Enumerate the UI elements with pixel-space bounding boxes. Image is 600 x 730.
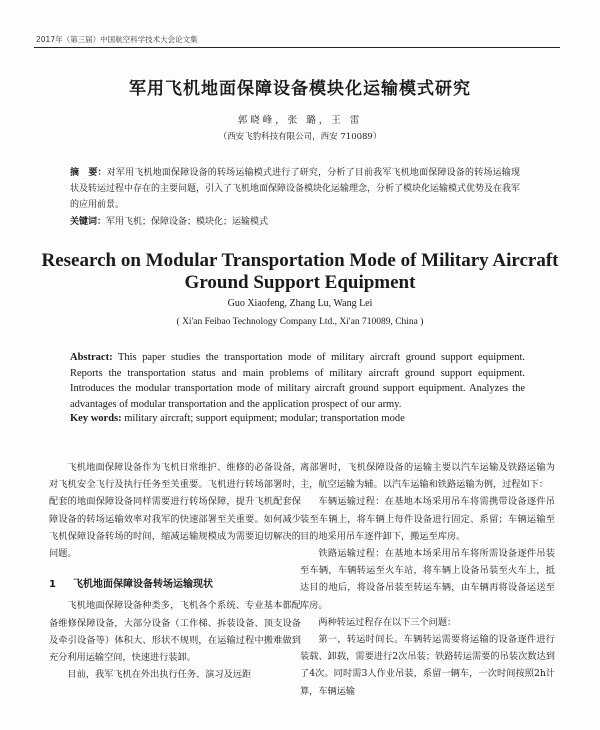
section-title: 飞机地面保障设备转场运输现状 xyxy=(73,579,213,591)
body-paragraph: 飞机地面保障设备种类多，飞机各个系统、专业基本都配备维修保障设备，大部分设备（工作梯、拆装设备、顶支设备及牵引设备等）体积大、形状不规则，在运输过程中搬难做到充分利用运输空间，快速进行装卸。 xyxy=(49,600,301,664)
chinese-abstract-text: 对军用飞机地面保障设备的转场运输模式进行了研究，分析了目前我军飞机地面保障设备的转场运输现状及转运过程中存在的主要问题，引入了飞机地面保障设备模块化运输理念，分析了模块化运输模式优势及在我军的应用前景。 xyxy=(70,168,521,210)
chinese-affiliation: （西安飞豹科技有限公司，西安 710089） xyxy=(218,132,382,142)
header-rule xyxy=(34,47,560,48)
english-keywords xyxy=(70,413,525,424)
body-paragraph: 离部署时，飞机保障设备的运输主要以汽车运输及铁路运输为主，航空运输为辅。以汽车运输和铁路运输为例，过程如下： xyxy=(300,462,555,491)
body-paragraph: 第一，转运时间长。车辆转运需要将运输的设备逐件进行装载、卸载，需要进行2次吊装；铁路转运需要的吊装次数达到了4次。同时需3人作业吊装，系留一辆车，一次时间按照2h计算，车辆运输 xyxy=(300,634,555,697)
section-number: 1 xyxy=(49,579,56,591)
body-paragraph: 目前，我军飞机在外出执行任务、演习及远距 xyxy=(67,669,252,681)
english-keywords-label: Key words: xyxy=(70,413,122,424)
body-paragraph: 车辆运输过程：在基地本场采用吊车将需携带设备逐件吊装至车辆上，将车辆上每件设备进行固定、系留；车辆运输至目的地采用吊车逐件卸下，搬运至库房。 xyxy=(300,496,555,542)
left-column xyxy=(49,459,301,683)
intro-paragraph: 飞机地面保障设备作为飞机日常维护、维修的必备设备，对飞机安全飞行及执行任务至关重要。飞机进行转场部署时，配套的地面保障设备同样需要进行转场保障，提升飞机配套保障设备的转场运输效率对我军的快速部署至关重要。如何减少飞机保障设备转场的时间，缩减运输规模成为需要迫切解决的问题。 xyxy=(49,462,301,560)
chinese-abstract xyxy=(70,165,520,213)
chinese-title: 军用飞机地面保障设备模块化运输模式研究 xyxy=(129,79,471,99)
chinese-keywords-label: 关键词： xyxy=(70,217,107,227)
chinese-keywords-text: 军用飞机；保障设备；模块化；运输模式 xyxy=(106,217,269,227)
section-heading xyxy=(49,576,301,593)
english-title: Research on Modular Transportation Mode of Military Aircraft Ground Support Equipment xyxy=(41,250,559,293)
english-affiliation: ( Xi'an Feibao Technology Company Ltd., Xi'an 710089, China ) xyxy=(176,317,424,327)
body-paragraph: 铁路运输过程：在基地本场采用吊车将所需设备逐件吊装至车辆，车辆转运至火车站，将车辆上设备吊装至火车上，抵达目的地后，将设备吊装至转运车辆，由车辆再将设备运送至库房。 xyxy=(300,548,555,611)
english-abstract-text: This paper studies the transportation mode of military aircraft ground support equipment. Reports the transportation status and main problems of military aircraft ground support equipment. Introduces the modular transportation mode of military aircraft ground support equipment. Analyzes the advantages of modular transportation and the application prospect of our army. xyxy=(70,352,525,410)
english-abstract-label: Abstract: xyxy=(70,352,113,363)
running-header: 2017年（第三届）中国航空科学技术大会论文集 xyxy=(36,35,198,44)
right-column xyxy=(300,459,555,700)
english-authors: Guo Xiaofeng, Zhang Lu, Wang Lei xyxy=(227,298,373,309)
chinese-abstract-label: 摘 要： xyxy=(70,168,107,178)
chinese-authors: 郭晓峰，张 璐，王 雷 xyxy=(237,115,363,126)
english-keywords-text: military aircraft; support equipment; modular; transportation mode xyxy=(124,413,405,424)
english-abstract xyxy=(70,350,525,412)
chinese-keywords xyxy=(70,214,520,227)
body-paragraph: 两种转运过程存在以下三个问题： xyxy=(318,616,457,628)
